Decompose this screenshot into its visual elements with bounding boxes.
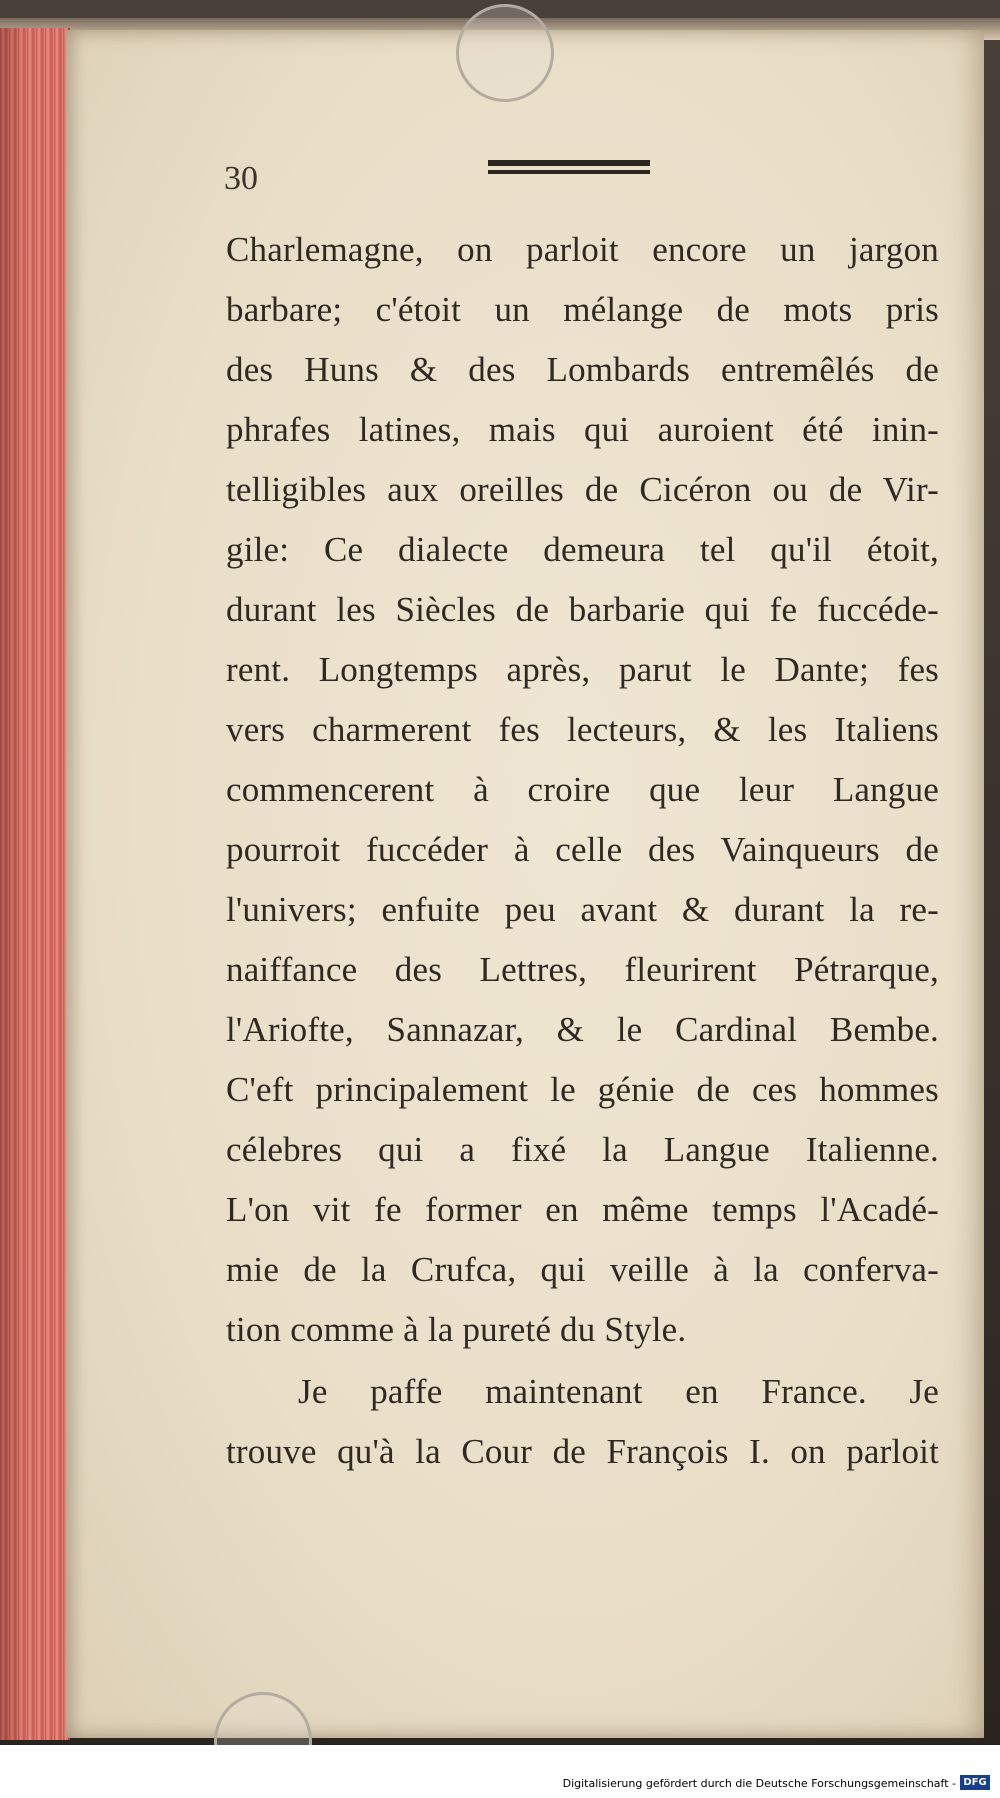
text-line: des Huns & des Lombards entremêlés de bbox=[226, 350, 939, 389]
text-line: commencerent à croire que leur Langue bbox=[226, 770, 939, 809]
body-text bbox=[226, 220, 939, 1482]
text-line: telligibles aux oreilles de Cicéron ou de Vir- bbox=[226, 470, 939, 509]
dfg-logo: DFG bbox=[960, 1775, 990, 1790]
text-line: tion comme à la pureté du Style. bbox=[226, 1310, 687, 1349]
text-line: l'univers; enfuite peu avant & durant la re- bbox=[226, 890, 939, 929]
text-line: phrafes latines, mais qui auroient été inin- bbox=[226, 410, 939, 449]
text-line: rent. Longtemps après, parut le Dante; fes bbox=[226, 650, 939, 689]
text-line: L'on vit fe former en même temps l'Acadé- bbox=[226, 1190, 939, 1229]
text-line: C'eft principalement le génie de ces hommes bbox=[226, 1070, 939, 1109]
ornament-bar-thin bbox=[488, 170, 650, 174]
text-line: mie de la Crufca, qui veille à la conferva- bbox=[226, 1250, 939, 1289]
text-line: durant les Siècles de barbarie qui fe fuccéde- bbox=[226, 590, 939, 629]
text-line: trouve qu'à la Cour de François I. on parloit bbox=[226, 1432, 939, 1471]
text-line: Je paffe maintenant en France. Je bbox=[298, 1372, 939, 1411]
text-line: l'Ariofte, Sannazar, & le Cardinal Bembe. bbox=[226, 1010, 939, 1049]
text-line: pourroit fuccéder à celle des Vainqueurs de bbox=[226, 830, 939, 869]
footer-bar bbox=[0, 1745, 1000, 1798]
ornament-bar-thick bbox=[488, 160, 650, 166]
header-ornament bbox=[488, 160, 650, 178]
text-line: barbare; c'étoit un mélange de mots pris bbox=[226, 290, 939, 329]
text-line: vers charmerent fes lecteurs, & les Italiens bbox=[226, 710, 939, 749]
text-line: gile: Ce dialecte demeura tel qu'il étoit, bbox=[226, 530, 939, 569]
text-line: naiffance des Lettres, fleurirent Pétrarque, bbox=[226, 950, 939, 989]
clip-top bbox=[456, 4, 554, 102]
page-edge-red bbox=[0, 28, 70, 1740]
footer-credit: Digitalisierung gefördert durch die Deutsche Forschungsgemeinschaft - bbox=[562, 1777, 956, 1790]
text-line: Charlemagne, on parloit encore un jargon bbox=[226, 230, 939, 269]
text-line: célebres qui a fixé la Langue Italienne. bbox=[226, 1130, 939, 1169]
page-number: 30 bbox=[224, 160, 258, 197]
